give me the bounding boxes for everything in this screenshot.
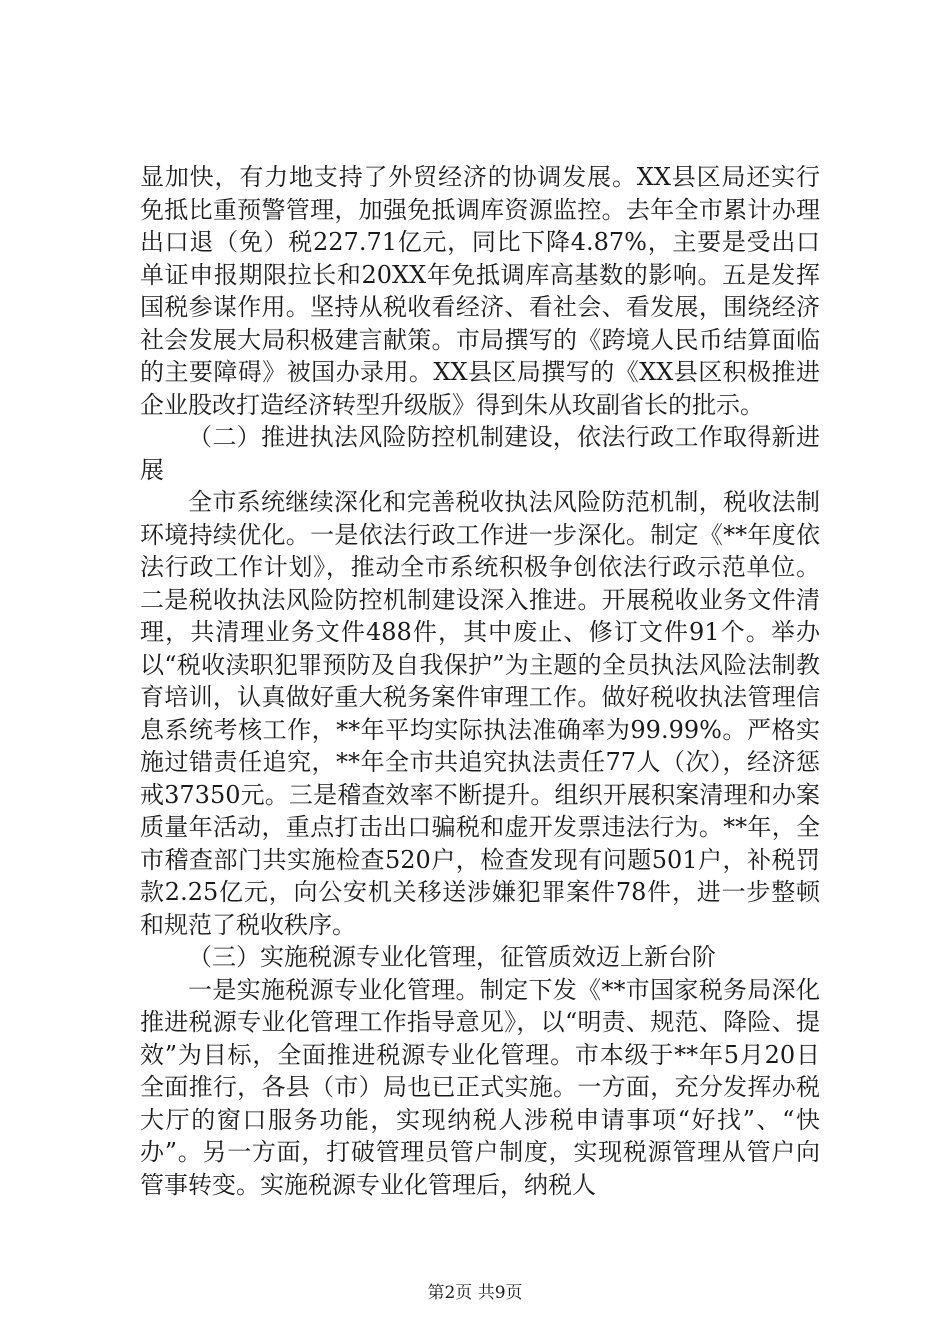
- body-text: [140, 161, 820, 1201]
- paragraph-continuation: 显加快，有力地支持了外贸经济的协调发展。XX县区局还实行免抵比重预警管理，加强免抵调库资源监控。去年全市累计办理出口退（免）税227.71亿元，同比下降4.87%，主要是受出口单证申报期限拉长和20XX年免抵调库高基数的影响。五是发挥国税参谋作用。坚持从税收看经济、看社会、看发展，围绕经济社会发展大局积极建言献策。市局撰写的《跨境人民币结算面临的主要障碍》被国办录用。XX县区局撰写的《XX县区积极推进企业股改打造经济转型升级版》得到朱从玫副省长的批示。: [140, 163, 820, 419]
- page-number-footer: 第2页 共9页: [427, 1283, 523, 1303]
- section-heading-3: （三）实施税源专业化管理，征管质效迈上新台阶: [188, 943, 716, 971]
- paragraph-rule-of-law: 全市系统继续深化和完善税收执法风险防范机制，税收法制环境持续优化。一是依法行政工作进一步深化。制定《**年度依法行政工作计划》，推动全市系统积极争创依法行政示范单位。二是税收执法风险防控机制建设深入推进。开展税收业务文件清理，共清理业务文件488件，其中废止、修订文件91个。举办以“税收渎职犯罪预防及自我保护”为主题的全员执法风险法制教育培训，认真做好重大税务案件审理工作。做好税收执法管理信息系统考核工作，**年平均实际执法准确率为99.99%。严格实施过错责任追究，**年全市共追究执法责任77人（次），经济惩戒37350元。三是稽查效率不断提升。组织开展积案清理和办案质量年活动，重点打击出口骗税和虚开发票违法行为。**年，全市稽查部门共实施检查520户，检查发现有问题501户，补税罚款2.25亿元，向公安机关移送涉嫌犯罪案件78件，进一步整顿和规范了税收秩序。: [140, 488, 820, 939]
- section-heading-2: （二）推进执法风险防控机制建设，依法行政工作取得新进展: [140, 423, 820, 484]
- paragraph-tax-source-management: 一是实施税源专业化管理。制定下发《**市国家税务局深化推进税源专业化管理工作指导意见》，以“明责、规范、降险、提效”为目标，全面推进税源专业化管理。市本级于**年5月20日全面推行，各县（市）局也已正式实施。一方面，充分发挥办税大厅的窗口服务功能，实现纳税人涉税申请事项“好找”、“快办”。另一方面，打破管理员管户制度，实现税源管理从管户向管事转变。实施税源专业化管理后，纳税人: [140, 975, 820, 1199]
